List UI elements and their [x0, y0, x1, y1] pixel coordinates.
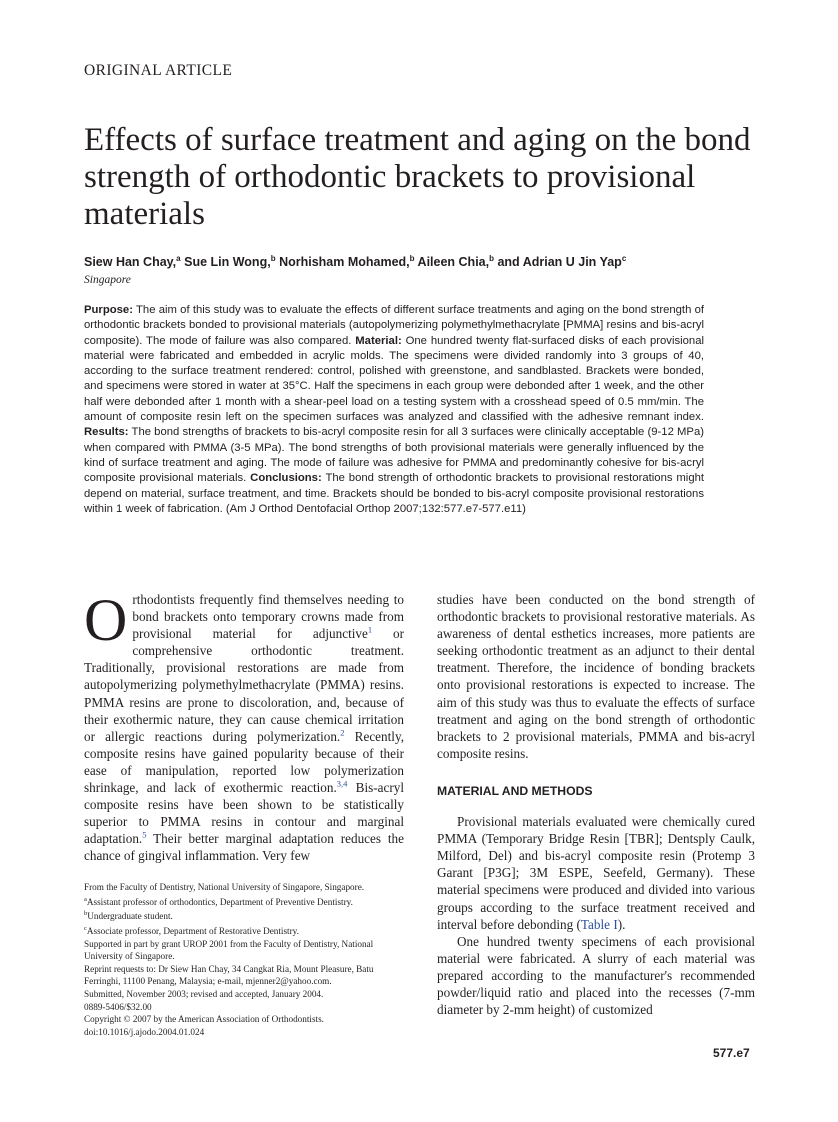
- abstract-purpose-label: Purpose:: [84, 304, 133, 316]
- footnote-affiliation: From the Faculty of Dentistry, National University of Singapore, Singapore.: [84, 882, 365, 892]
- footnote-text: Undergraduate student.: [87, 911, 173, 922]
- footnotes: [84, 881, 404, 1038]
- intro-text: or comprehensive orthodontic treatment. Traditionally, provisional restorations are made from autopolymerizing polymethylmethacrylate (PMMA) resins. PMMA resins are prone to discoloration, and, because of their exothermic nature, they can cause chemical irritation or allergic reactions during polymerization.: [84, 626, 404, 744]
- abstract-results-label: Results:: [84, 426, 129, 439]
- section-label: ORIGINAL ARTICLE: [84, 62, 233, 79]
- methods-paragraph: One hundred twenty specimens of each provisional material were fabricated. A slurry of each material was prepared according to the manufacturer's recommended powder/liquid ratio and placed into the recesses (7-mm diameter by 2-mm height) of customized: [437, 933, 755, 1018]
- footnote-submitted: Submitted, November 2003; revised and accepted, January 2004.: [84, 988, 324, 999]
- footnote-item: [84, 908, 404, 923]
- author-name: Siew Han Chay,: [84, 255, 177, 270]
- footnote-item: [84, 894, 404, 909]
- footnote-doi[interactable]: doi:10.1016/j.ajodo.2004.01.024: [84, 1026, 205, 1037]
- page-number: 577.e7: [713, 1046, 750, 1060]
- abstract-purpose: The aim of this study was to evaluate the effects of different surface treatments and aging on the bond strength of orthodontic brackets bonded to provisional materials (autopolymerizing polymethylmethacrylate [PMMA] resins and bis-acryl composite). The mode of failure was also compared.: [84, 304, 705, 347]
- intro-text: rthodontists frequently find themselves needing to bond brackets onto temporary crowns made from provisional material for adjunctive: [132, 592, 404, 642]
- affiliation-mark: c: [621, 254, 627, 263]
- body-column-left: [84, 587, 404, 865]
- footnote-mark: a: [84, 895, 87, 903]
- footnote-mark: c: [84, 924, 87, 932]
- footnote-copyright: Copyright © 2007 by the American Association of Orthodontists.: [84, 1014, 324, 1025]
- intro-paragraph: [84, 587, 404, 865]
- abstract-conclusions: The bond strength of orthodontic brackets to provisional restorations might depend on material, surface treatment, and time. Brackets should be bonded to bis-acryl composite provisional restorations within 1 week of fabrication. (Am J Orthod Dentofacial Orthop 2007;132:577.e7-577.e11): [84, 472, 705, 515]
- affiliation-mark: a: [176, 254, 181, 263]
- citation-link[interactable]: 5: [142, 829, 147, 840]
- methods-heading: MATERIAL AND METHODS: [437, 783, 593, 798]
- footnote-item: [84, 923, 404, 938]
- footnote-text: Associate professor, Department of Restorative Dentistry.: [86, 925, 299, 936]
- author-name: Norhisham Mohamed,: [279, 255, 410, 270]
- footnote-issn: 0889-5406/$32.00: [84, 1001, 152, 1012]
- drop-cap: O: [84, 587, 128, 653]
- affiliation-mark: b: [489, 254, 494, 263]
- affiliation-mark: b: [409, 254, 415, 263]
- abstract-results: The bond strengths of brackets to bis-acryl composite resin for all 3 surfaces were clinically acceptable (9-12 MPa) when compared with PMMA (3-5 MPa). The bond strengths of both provisional materials were generally influenced by the kind of surface treatment and aging. The mode of failure was adhesive for PMMA and predominantly cohesive for bis-acryl composite provisional materials.: [84, 426, 705, 485]
- methods-text: ).: [617, 916, 626, 932]
- table-link[interactable]: Table I: [580, 916, 618, 932]
- abstract-material-label: Material:: [355, 334, 402, 347]
- footnote-reprint: Reprint requests to: Dr Siew Han Chay, 34 Cangkat Ria, Mount Pleasure, Batu Ferringhi, 11100 Penang, Malaysia; e-mail, mjenner2@yahoo.com.: [84, 963, 374, 987]
- intro-text: Their better marginal adaptation reduces the chance of gingival inflammation. Very few: [84, 831, 404, 864]
- methods-paragraph: [437, 813, 755, 933]
- abstract-conclusions-label: Conclusions:: [250, 472, 322, 485]
- article-title: Effects of surface treatment and aging on the bond strength of orthodontic brackets to provisional materials: [84, 122, 751, 232]
- affiliation-mark: b: [270, 254, 276, 263]
- author-location: Singapore: [84, 274, 131, 286]
- intro-paragraph-continued: studies have been conducted on the bond strength of orthodontic brackets to provisional restorative materials. As awareness of dental esthetics increases, more patients are seeking orthodontic treatment as an adjunct to their dental treatment. Therefore, the incidence of bonding brackets onto provisional restorations is expected to increase. The aim of this study was thus to evaluate the effects of surface treatment and aging on the bond strength of orthodontic brackets to 2 provisional materials, PMMA and bis-acryl composite resins.: [437, 592, 755, 761]
- footnote-mark: b: [84, 910, 88, 918]
- abstract: [84, 303, 704, 517]
- methods-text: Provisional materials evaluated were chemically cured PMMA (Temporary Bridge Resin [TBR]; Dentsply Caulk, Milford, Del) and bis-acryl composite resin (Protemp 3 Garant [P3G]; 3M ESPE, Seefeld, Germany). These material specimens were produced and divided into various groups according to the surface treatment received and interval before debonding (: [437, 814, 755, 932]
- citation-link[interactable]: 2: [340, 727, 345, 738]
- intro-text: Bis-acryl composite resins have been shown to be statistically superior to PMMA resins in contour and marginal adaptation.: [84, 780, 404, 847]
- footnote-support: Supported in part by grant UROP 2001 from the Faculty of Dentistry, National University of Singapore.: [84, 938, 374, 962]
- footnote-text: Assistant professor of orthodontics, Department of Preventive Dentistry.: [86, 896, 353, 907]
- citation-link[interactable]: 1: [367, 624, 373, 635]
- author-name: Aileen Chia,: [417, 255, 490, 270]
- citation-link[interactable]: 3,4: [336, 778, 348, 789]
- author-name: Sue Lin Wong,: [184, 255, 271, 270]
- author-name: and Adrian U Jin Yap: [497, 255, 622, 270]
- body-column-right: [437, 591, 755, 1018]
- author-list: [84, 254, 764, 269]
- intro-text: Recently, composite resins have gained popularity because of their ease of manipulation, reported low polymerization shrinkage, and lack of exothermic reaction.: [84, 728, 404, 796]
- abstract-material: One hundred twenty flat-surfaced disks of each provisional material were fabricated and embedded in acrylic molds. The specimens were divided randomly into 3 groups of 40, according to the surface treatment rendered: control, polished with greenstone, and sandblasted. Brackets were bonded, and specimens were stored in water at 35°C. Half the specimens in each group were debonded after 1 week, and the other half were debonded after 1 month with a shear-peel load on a testing system with a crosshead speed of 0.5 mm/min. The amount of composite resin left on the specimen surfaces was analyzed and classified with the adhesive remnant index.: [84, 334, 704, 424]
